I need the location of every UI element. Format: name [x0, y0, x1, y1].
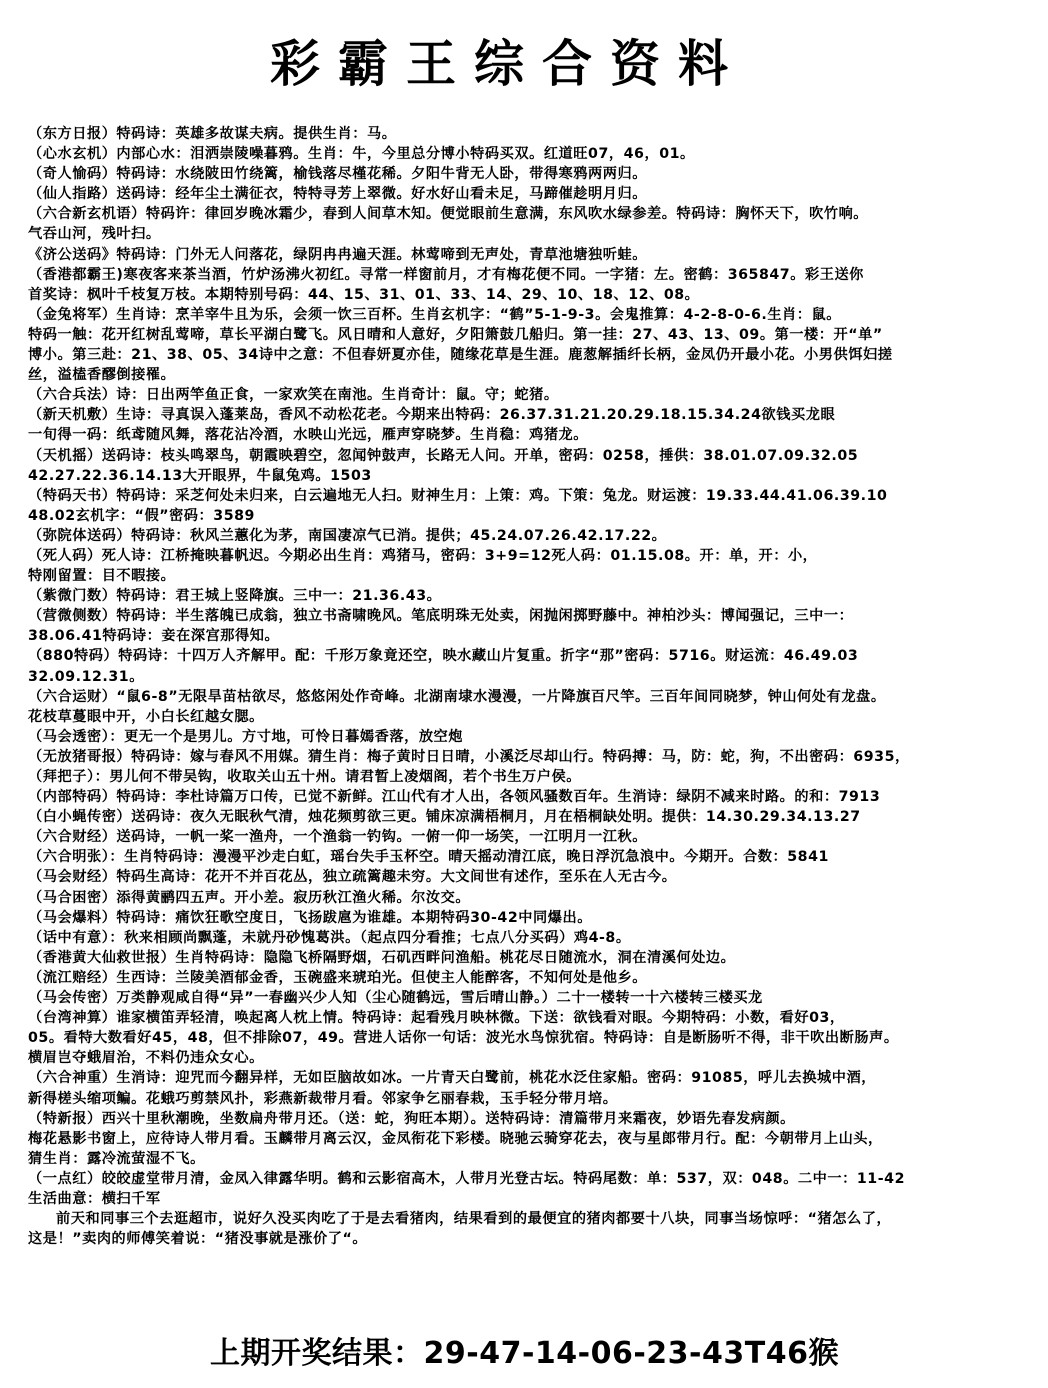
text-line: （紫微门数）特码诗：君王城上竖降旗。三中一：21.36.43。	[28, 588, 442, 605]
text-line: 38.06.41特码诗：妾在深宫那得知。	[28, 628, 280, 645]
text-line: （东方日报）特码诗：英雄多故谋夫病。提供生肖：马。	[28, 126, 397, 142]
text-line: （特码天书）特码诗：采芝何处未归来，白云遍地无人扫。财神生月：上策：鸡。下策：兔龙。财运渡：19.33.44.41.06.39.10	[28, 487, 888, 504]
text-line: （流江赔经）生西诗：兰陵美酒郁金香，玉碗盛来琥珀光。但使主人能醉客，不知何处是他乡。	[28, 969, 647, 986]
text-line: 生活曲意：横扫千军	[28, 1190, 161, 1207]
text-line: （台湾神算）谁家横笛弄轻清，唤起离人枕上情。特码诗：起看残月映林微。下送：欲钱看对眼。今期特码：小数，看好03，	[28, 1010, 845, 1027]
text-line: 花枝草蔓眼中开，小白长红越女腮。	[28, 708, 264, 725]
text-line: （香港黄大仙救世报）生肖特码诗：隐隐飞桥隔野烟，石矶西畔问渔船。桃花尽日随流水，洞在清溪何处边。	[28, 949, 736, 966]
text-line: （特新报）西兴十里秋潮晚，坐数扁舟带月还。（送：蛇，狗旺本期）。送特码诗：清篇带月来霜夜，妙语先春发病颜。	[28, 1110, 795, 1127]
text-line: （六合明张）：生肖特码诗：漫漫平沙走白虹，瑶台失手玉杯空。晴天摇动清江底，晚日浮沉急浪中。今期开。合数：5841	[28, 849, 829, 866]
text-line: 前天和同事三个去逛超市，说好久没买肉吃了于是去看猪肉，结果看到的最便宜的猪肉都要十八块，同事当场惊呼：“猪怎么了，	[56, 1211, 892, 1228]
text-line: 首奖诗：枫叶千枝复万枝。本期特别号码：44、15、31、01、33、14、29、10、18、12、08。	[28, 286, 700, 303]
text-line: 一旬得一码：纸鸢随风舞，落花沾冷酒，水映山光远，雁声穿晓梦。生肖稳：鸡猪龙。	[28, 427, 589, 444]
page-title: 彩霸王综合资料	[270, 34, 746, 93]
text-line: （白小蝇传密）送码诗：夜久无眠秋气清，烛花频剪欲三更。铺床凉满梧桐月，月在梧桐缺处明。提供：14.30.29.34.13.27	[28, 809, 861, 826]
text-line: （一点红）皎皎虚堂带月清，金凤入律露华明。鹤和云影宿高木，人带月光登古坛。特码尾数：单：537，双：048。二中一：11-42	[28, 1170, 906, 1187]
text-line: （仙人指路）送码诗：经年尘土满征衣，特特寻芳上翠微。好水好山看未足，马蹄催趁明月归。	[28, 186, 647, 203]
text-line: （话中有意）：秋来相顾尚飘蓬，未就丹砂愧葛洪。（起点四分看推；七点八分买码）鸡4-8。	[28, 929, 631, 946]
text-line: （880特码）特码诗：十四万人齐解甲。配：千形万象竟还空，映水藏山片复重。折字“那”密码：5716。财运流：46.49.03	[28, 648, 859, 665]
text-line: （奇人愉码）特码诗：水绕陂田竹绕篱，榆钱落尽槿花稀。夕阳牛背无人卧，带得寒鸦两两归。	[28, 166, 647, 183]
text-line: 气吞山河，残叶扫。	[28, 226, 161, 243]
text-line: （马会爆料）特码诗：痛饮狂歌空度日，飞扬跋扈为谁雄。本期特码30-42中同爆出。	[28, 909, 592, 926]
text-line: （死人码）死人诗：江桥掩映暮帆迟。今期必出生肖：鸡猪马，密码：3+9=12死人码：01.15.08。开：单，开：小，	[28, 547, 818, 564]
text-line: （无放猪哥报）特码诗：嫁与春风不用媒。猜生肖：梅子黄时日日晴，小溪泛尽却山行。特码搏：马，防：蛇，狗，不出密码：6935，	[28, 748, 910, 765]
text-line: 丝，溢榼香醪倒接罹。	[28, 367, 176, 384]
text-line: 梅花悬影书窗上，应待诗人带月看。玉麟带月离云汉，金凤衔花下彩楼。晓驰云骑穿花去，夜与星郎带月行。配：今朝带月上山头，	[28, 1130, 883, 1147]
text-line: （拜把子）：男儿何不带吴钩，收取关山五十州。请君暂上凌烟阁，若个书生万户侯。	[28, 769, 581, 785]
text-line: 《济公送码》特码诗：门外无人问落花，绿阴冉冉遍天涯。林莺啼到无声处，青草池塘独听蛙。	[28, 246, 647, 263]
text-line: 42.27.22.36.14.13大开眼界，牛鼠兔鸡。1503	[28, 467, 372, 484]
text-line: 特刚留置：目不暇接。	[28, 568, 176, 585]
text-line: 新得槎头缩项鳊。花蛾巧剪禁风扑，彩燕新裁带月看。邻家争乞丽春栽，玉手轻分带月培。	[28, 1090, 618, 1107]
text-line: （香港都霸王)寒夜客来茶当酒，竹炉汤沸火初红。寻常一样窗前月，才有梅花便不同。一字猪：左。密鹤：365847。彩王送你	[28, 266, 864, 283]
text-line: （金兔将军）生肖诗：烹羊宰牛且为乐，会须一饮三百杯。生肖玄机字：“鹤”5-1-9-3。会鬼推算：4-2-8-0-6.生肖：鼠。	[28, 306, 842, 323]
text-line: （六合神重）生消诗：迎咒而今翻异样，无如臣脑故如冰。一片青天白鹭前，桃花水泛住家船。密码：91085，呼儿去换城中酒，	[28, 1070, 876, 1087]
text-line: 48.02玄机字：“假”密码：3589	[28, 507, 255, 524]
last-draw-result: 上期开奖结果：29-47-14-06-23-43T46猴	[210, 1336, 839, 1371]
text-line: （马会财经）特码生高诗：花开不并百花丛，独立疏篱趣未穷。大文间世有述作，至乐在人无古今。	[28, 869, 677, 886]
text-line: （营微侧数）特码诗：半生落魄已成翁，独立书斋啸晚风。笔底明珠无处卖，闲抛闲掷野藤中。神柏沙头：博闻强记，三中一：	[28, 608, 854, 625]
text-line: （马会透密）：更无一个是男儿。方寸地，可怜日暮嫣香落，放空炮	[28, 728, 464, 745]
document-body	[28, 124, 1046, 1249]
text-line: （弥院体送码）特码诗：秋风兰蕙化为茅，南国凄凉气已消。提供；45.24.07.26.42.17.22。	[28, 527, 667, 544]
text-line: 特码一触：花开红树乱莺啼，草长平湖白鹭飞。风日晴和人意好，夕阳箫鼓几船归。第一挂：27、43、13、09。第一楼：开“单”	[28, 326, 883, 343]
text-line: （马合困密）添得黄鹂四五声。开小差。寂历秋江渔火稀。尔汝交。	[28, 889, 471, 906]
text-line: （六合财经）送码诗，一帆一桨一渔舟，一个渔翁一钓钩。一俯一仰一场笑，一江明月一江秋。	[28, 829, 647, 846]
text-line: （六合新玄机语）特码许：律回岁晚冰霜少，春到人间草木知。便觉眼前生意满，东风吹水绿参差。特码诗：胸怀天下，吹竹响。	[28, 206, 869, 223]
text-line: 博小。第三赴：21、38、05、34诗中之意：不但春妍夏亦佳，随缘花草是生涯。鹿葱解插纤长柄，金凤仍开最小花。小男供饵妇搓	[28, 347, 893, 364]
text-line: 05。看特大数看好45，48，但不排除07，49。营进人话你一句话：波光水鸟惊犹宿。特码诗：自是断肠听不得，非干吹出断肠声。	[28, 1030, 899, 1047]
text-line: （内部特码）特码诗：李杜诗篇万口传，已觉不新鲜。江山代有才人出，各领风骚数百年。生消诗：绿阴不减来时路。的和：7913	[28, 789, 881, 806]
text-line: 32.09.12.31。	[28, 668, 144, 685]
text-line: 横眉岂夺蛾眉治，不料仍违众女心。	[28, 1050, 264, 1067]
text-line: （六合兵法）诗：日出两竿鱼正食，一家欢笑在南池。生肖奇计：鼠。守；蛇猪。	[28, 387, 559, 404]
text-line: 猜生肖：露冷流萤湿不飞。	[28, 1150, 205, 1167]
text-line: （六合运财）“鼠6-8”无限旱苗枯欲尽，悠悠闲处作奇峰。北湖南埭水漫漫，一片降旗百尺竿。三百年间同晓梦，钟山何处有龙盘。	[28, 688, 886, 705]
text-line: （心水玄机）内部心水：泪洒崇陵噪暮鸦。生肖：牛，今里总分博小特码买双。红道旺07，46，01。	[28, 146, 695, 163]
text-line: （天机摇）送码诗：枝头鸣翠鸟，朝霞映碧空，忽闻钟鼓声，长路无人问。开单，密码：0258，捶供：38.01.07.09.32.05	[28, 447, 859, 464]
text-line: （新天机敷）生诗：寻真误入蓬莱岛，香风不动松花老。今期来出特码：26.37.31.21.20.29.18.15.34.24欲钱买龙眼	[28, 407, 836, 424]
text-line: 这是！”卖肉的师傅笑着说：“猪没事就是涨价了“。	[28, 1231, 368, 1248]
text-line: （马会传密）万类静观咸自得“异”一春幽兴少人知（尘心随鹤远，雪后晴山静。）二十一楼转一十六楼转三楼买龙	[28, 990, 763, 1007]
